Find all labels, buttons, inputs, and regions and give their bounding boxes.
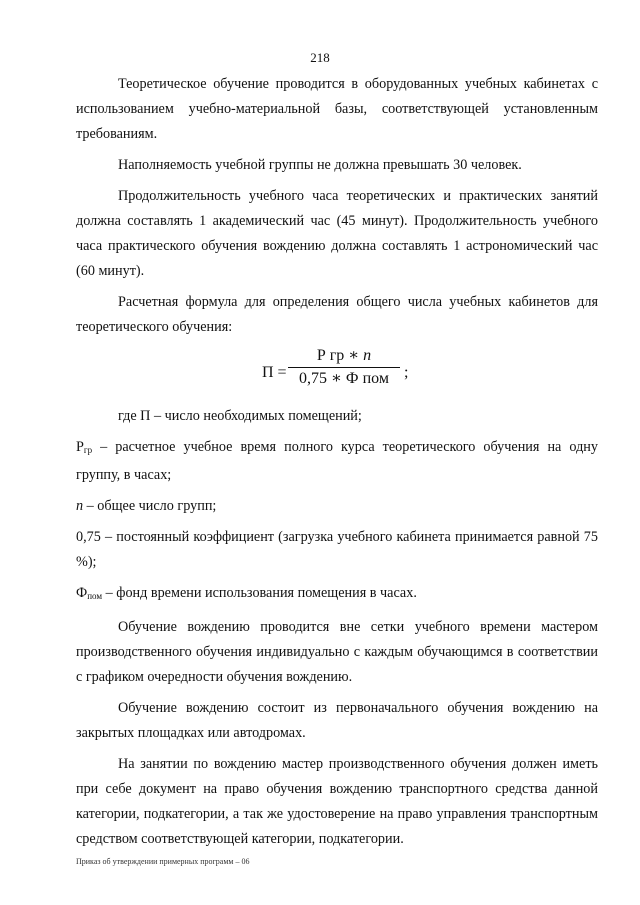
definition-room-time [76,581,598,609]
paragraph-driving-initial: Обучение вождению состоит из первоначального обучения вождению на закрытых площадках или автодромах. [76,700,598,741]
formula-numerator-main: Р гр ∗ [316,347,364,364]
definition-groups-symbol: n [76,498,84,514]
paragraph-group-size: Наполняемость учебной группы не должна превышать 30 человек. [118,157,522,173]
page-footer: Приказ об утверждении примерных программ – 06 [76,857,250,866]
definition-groups [76,494,598,519]
paragraph-instructor-documents: На занятии по вождению мастер производственного обучения должен иметь при себе документ на право обучения вождению транспортного средства данной категории, подкатегории, а так же удостоверение на право управления транспортным средством соответствующей категории, подкатегории. [76,756,598,847]
definition-total-time [76,435,598,488]
definition-rooms: где П – число необходимых помещений; [118,408,362,424]
definition-room-time-symbol: Ф [76,585,88,601]
formula-numerator-var: n [363,347,372,364]
paragraph-theory-rooms: Теоретическое обучение проводится в оборудованных учебных кабинетах с использованием учебно-материальной базы, соответствующей установленным требованиям. [76,76,598,142]
formula-denominator: 0,75 ∗ Ф пом [299,370,389,387]
page-number: 218 [310,50,330,65]
formula-numerator [288,346,400,368]
rooms-formula [76,346,598,396]
paragraph-lesson-duration: Продолжительность учебного часа теоретических и практических занятий должна составлять 1 академический час (45 минут). Продолжительность учебного часа практического обучения вождению должна составлять 1 астрономический час (60 минут). [76,188,598,279]
formula-lhs: П = [262,364,287,381]
definition-groups-text: – общее число групп; [83,498,217,514]
formula-fraction [288,346,400,390]
paragraph-formula-intro: Расчетная формула для определения общего числа учебных кабинетов для теоретического обучения: [76,294,598,335]
definition-coefficient: 0,75 – постоянный коэффициент (загрузка учебного кабинета принимается равной 75 %); [76,529,598,570]
paragraph-driving-schedule: Обучение вождению проводится вне сетки учебного времени мастером производственного обучения индивидуально с каждым обучающимся в соответствии с графиком очередности обучения вождению. [76,619,598,685]
definition-total-time-sub: гр [83,445,93,455]
definition-total-time-text: – расчетное учебное время полного курса теоретического обучения на одну группу, в часах; [76,439,598,483]
definition-room-time-text: – фонд времени использования помещения в часах. [102,585,417,601]
formula-semicolon: ; [404,364,409,381]
definition-total-time-symbol: Р [76,439,84,455]
document-body [76,72,598,858]
definition-room-time-sub: пом [87,591,103,601]
